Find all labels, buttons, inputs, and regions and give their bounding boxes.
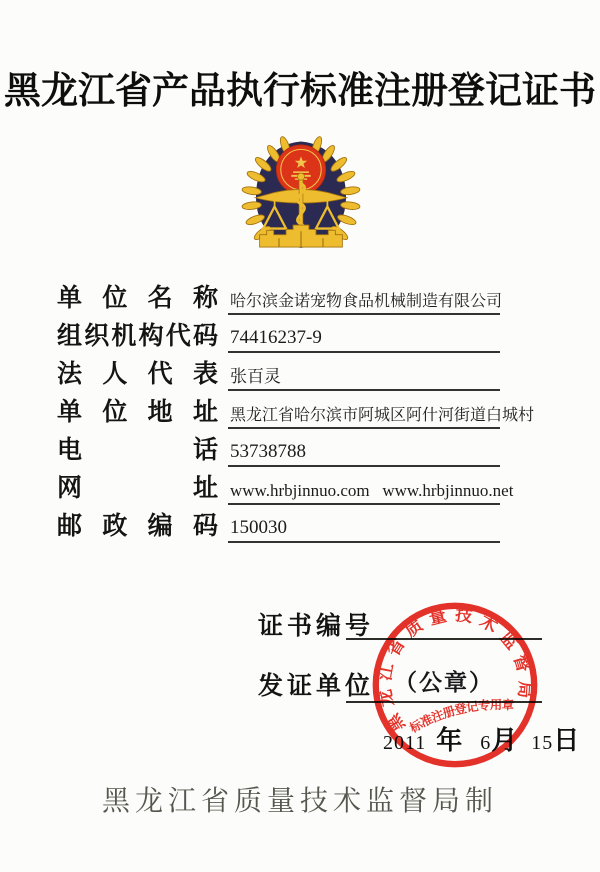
issuing-authority-footer: 黑龙江省质量技术监督局制 (101, 786, 498, 817)
field-value: www.hrbjinnuo.com www.hrbjinnuo.net (228, 481, 500, 505)
seal-ring-text: 黑龙江省质量技术监督局 (375, 605, 535, 736)
field-unit-name (57, 277, 535, 315)
quality-supervision-emblem (235, 134, 367, 258)
field-value: 哈尔滨金诺宠物食品机械制造有限公司 (228, 293, 500, 315)
issuer-seal-placeholder: （公章） (394, 670, 494, 695)
field-value: 张百灵 (228, 367, 500, 391)
field-label: 组织机构代码 (57, 323, 218, 350)
official-seal-graphic (367, 597, 543, 773)
field-value: 74416237-9 (228, 327, 500, 353)
field-legal-rep (57, 353, 535, 391)
seal-bottom-text: 标准注册登记专用章 (407, 697, 515, 736)
date-month-suffix: 月 (491, 726, 518, 755)
field-label: 法人代表 (57, 361, 218, 388)
issuer-label: 发证单位 (258, 673, 375, 700)
date-day-suffix: 日 (553, 726, 580, 755)
date-year-suffix: 年 (436, 726, 463, 755)
certificate-number-label: 证书编号 (258, 613, 375, 640)
field-label: 电话 (57, 437, 218, 464)
emblem-graphic (235, 134, 367, 258)
field-phone (57, 429, 535, 467)
date-month: 6 (480, 732, 492, 754)
field-address (57, 391, 535, 429)
field-label: 邮政编码 (57, 513, 218, 540)
field-postal-code (57, 505, 535, 543)
certificate-title: 黑龙江省产品执行标准注册登记证书 (4, 71, 596, 112)
svg-text:标准注册登记专用章 (404, 689, 518, 737)
field-value: 黑龙江省哈尔滨市阿城区阿什河街道白城村 (228, 407, 500, 429)
date-year: 2011 (383, 732, 427, 754)
field-value: 150030 (228, 517, 500, 543)
field-website (57, 467, 535, 505)
field-value: 53738788 (228, 441, 500, 467)
official-seal (367, 597, 543, 773)
field-label: 单位地址 (57, 399, 218, 426)
registration-form (57, 277, 535, 543)
date-day: 15 (531, 732, 554, 754)
field-label: 单位名称 (57, 285, 218, 312)
field-org-code (57, 315, 535, 353)
field-label: 网址 (57, 475, 218, 502)
